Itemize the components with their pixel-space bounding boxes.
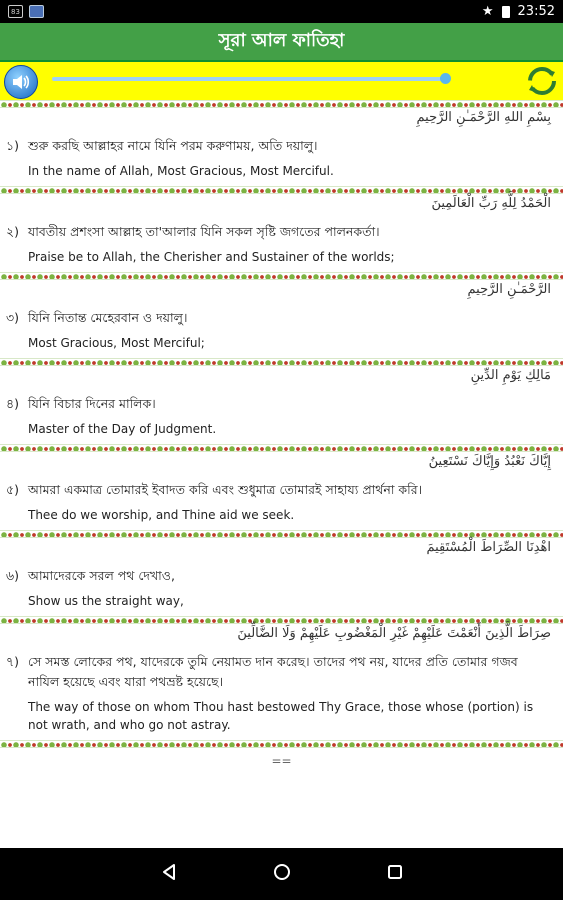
- book-app-icon: [29, 5, 44, 18]
- bangla-translation: শুরু করছি আল্লাহর নামে যিনি পরম করুণাময়, অতি দয়ালু।: [28, 138, 318, 153]
- speaker-icon[interactable]: [4, 65, 38, 99]
- vine-divider: [0, 740, 563, 748]
- bangla-translation: যাবতীয় প্রশংসা আল্লাহ তা'আলার যিনি সকল সৃষ্টি জগতের পালনকর্তা।: [28, 224, 380, 239]
- end-marker: ==: [271, 754, 292, 768]
- english-translation: Show us the straight way,: [28, 594, 184, 608]
- arabic-text: اهْدِنَا الصِّرَاطَ الْمُسْتَقِيمَ: [426, 540, 551, 555]
- audio-seek-track[interactable]: [52, 77, 446, 81]
- english-translation: Most Gracious, Most Merciful;: [28, 336, 205, 350]
- verse-7[interactable]: [0, 624, 563, 734]
- refresh-icon[interactable]: [527, 66, 557, 96]
- verse-number: ৬): [6, 568, 20, 583]
- bangla-translation: যিনি নিতান্ত মেহেরবান ও দয়ালু।: [28, 310, 188, 325]
- status-bar: [0, 0, 563, 23]
- verse-2[interactable]: [0, 194, 563, 266]
- page-title: সূরা আল ফাতিহা: [218, 30, 345, 51]
- verse-1[interactable]: [0, 108, 563, 180]
- english-translation: Master of the Day of Judgment.: [28, 422, 217, 436]
- battery-icon: [502, 6, 510, 18]
- audio-seek-thumb[interactable]: [440, 73, 451, 84]
- bangla-translation: সে সমস্ত লোকের পথ, যাদেরকে তুমি নেয়ামত দান করেছ। তাদের পথ নয়, যাদের প্রতি তোমার গজব নাযিল হয়েছে এবং যারা পথভ্রষ্ট হয়েছে।: [28, 654, 518, 689]
- verse-number: ৫): [6, 482, 19, 497]
- bangla-translation: আমরা একমাত্র তোমারই ইবাদত করি এবং শুধুমাত্র তোমারই সাহায্য প্রার্থনা করি।: [28, 482, 423, 497]
- arabic-text: بِسْمِ اللهِ الرَّحْمَـٰنِ الرَّحِيمِ: [416, 110, 551, 125]
- verse-4[interactable]: [0, 366, 563, 438]
- english-translation: Thee do we worship, and Thine aid we seek.: [28, 508, 295, 522]
- verse-3[interactable]: [0, 280, 563, 352]
- arabic-text: مَالِكِ يَوْمِ الدِّينِ: [470, 368, 551, 383]
- clock: 23:52: [517, 4, 555, 19]
- home-icon[interactable]: [273, 863, 291, 885]
- vine-divider: [0, 358, 563, 366]
- vine-divider: [0, 444, 563, 452]
- vine-divider: [0, 100, 563, 108]
- arabic-text: الرَّحْمَـٰنِ الرَّحِيمِ: [467, 282, 551, 297]
- verse-6[interactable]: [0, 538, 563, 610]
- star-icon: ★: [481, 4, 494, 19]
- bangla-translation: আমাদেরকে সরল পথ দেখাও,: [28, 568, 175, 583]
- vine-divider: [0, 186, 563, 194]
- navigation-bar: [0, 848, 563, 900]
- verse-number: ২): [6, 224, 20, 239]
- vine-divider: [0, 272, 563, 280]
- bangla-translation: যিনি বিচার দিনের মালিক।: [28, 396, 156, 411]
- back-icon[interactable]: [160, 863, 178, 885]
- verse-number: ৪): [6, 396, 19, 411]
- verse-list: [0, 100, 563, 768]
- arabic-text: إِيَّاكَ نَعْبُدُ وَإِيَّاكَ نَسْتَعِينُ: [428, 454, 551, 469]
- verse-number: ১): [6, 138, 19, 153]
- recents-icon[interactable]: [386, 863, 404, 885]
- verse-number: ৩): [6, 310, 20, 325]
- english-translation: In the name of Allah, Most Gracious, Most Merciful.: [28, 164, 334, 178]
- title-bar: [0, 23, 563, 60]
- english-translation: Praise be to Allah, the Cherisher and Sustainer of the worlds;: [28, 250, 395, 264]
- audio-player: [0, 60, 563, 100]
- vine-divider: [0, 530, 563, 538]
- verse-5[interactable]: [0, 452, 563, 524]
- notification-badge-icon: 83: [8, 5, 23, 18]
- arabic-text: صِرَاطَ الَّذِينَ أَنْعَمْتَ عَلَيْهِمْ غَيْرِ الْمَغْضُوبِ عَلَيْهِمْ وَلَا الضَّالِّينَ: [237, 626, 551, 641]
- arabic-text: الْحَمْدُ لِلَّهِ رَبِّ الْعَالَمِينَ: [431, 196, 551, 211]
- english-translation: The way of those on whom Thou hast bestowed Thy Grace, those whose (portion) is not wrath, and who go not astray.: [28, 700, 534, 732]
- verse-number: ৭): [6, 654, 20, 669]
- vine-divider: [0, 616, 563, 624]
